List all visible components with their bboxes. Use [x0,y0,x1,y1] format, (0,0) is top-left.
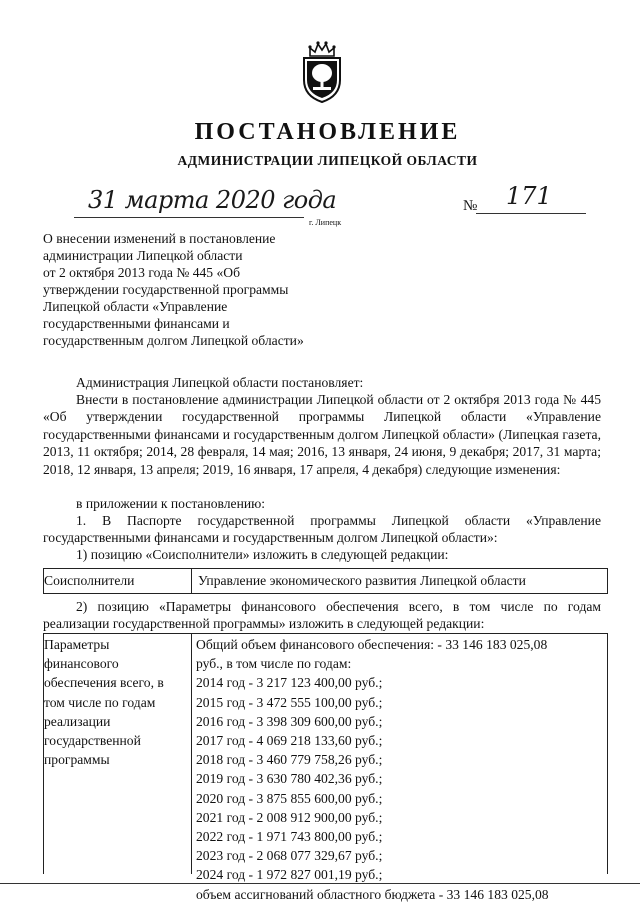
about-line: утверждении государственной программы [43,282,289,297]
year-row: 2014 год - 3 217 123 400,00 руб.; [196,675,383,691]
paragraph-amendments: Внести в постановление администрации Липецкой области от 2 октября 2013 года № 445 «Об утверждении государственной программы Липецкой области «Управление государственными финансами и государственным долгом Липецкой области» (Липецкая газета, 2013, 11 октября; 2014, 28 февраля, 14 мая; 2016, 13 января, 24 июня, 9 декабря; 2017, 31 марта; 2018, 12 января, 13 апреля; 2019, 16 января, 17 апреля, 4 декабря) следующие изменения: [43,392,601,477]
paragraph-financing: 2) позицию «Параметры финансового обеспечения всего, в том числе по годам реализации государственной программы» изложить в следующей редакции: [43,599,601,632]
financing-values [196,635,601,904]
financing-table [43,633,608,902]
year-row: 2022 год - 1 971 743 800,00 руб.; [196,829,383,845]
financing-label-line: реализации [44,713,111,729]
coexecutors-table [43,568,608,594]
year-row: 2021 год - 2 008 912 900,00 руб.; [196,809,383,825]
year-row: 2023 год - 2 068 077 329,67 руб.; [196,848,383,864]
city-label: г. Липецк [309,218,342,227]
number-underline [476,213,586,214]
date-underline [74,217,304,218]
year-row: 2020 год - 3 875 855 600,00 руб.; [196,790,383,806]
financing-label-line: том числе по годам [44,694,156,710]
page-bottom-rule [0,883,640,884]
paragraph-coexecutors: 1) позицию «Соисполнители» изложить в следующей редакции: [76,547,449,562]
about-line: администрации Липецкой области [43,248,243,263]
document-title: ПОСТАНОВЛЕНИЕ [194,119,461,145]
total-financing-cont: руб., в том числе по годам: [196,656,352,672]
year-row: 2018 год - 3 460 779 758,26 руб.; [196,752,383,768]
financing-label-line: финансового [44,656,119,672]
financing-label-line: Параметры [44,637,110,652]
financing-label-line: обеспечения всего, в [44,675,164,691]
number-label: № [463,198,478,214]
financing-label-line: программы [44,752,110,768]
budget-allocation: объем ассигнований областного бюджета - 33 146 183 025,08 [196,886,549,902]
financing-label-line: государственной [44,733,141,749]
financing-label [44,635,191,769]
year-row: 2019 год - 3 630 780 402,36 руб.; [196,771,383,787]
date-handwritten: 31 марта 2020 года [88,186,337,214]
paragraph-resolves: Администрация Липецкой области постановляет: [76,375,364,390]
about-line: О внесении изменений в постановление [43,231,276,246]
coexecutors-value: Управление экономического развития Липецкой области [198,573,526,588]
year-row: 2024 год - 1 972 827 001,19 руб.; [196,867,383,883]
year-row: 2017 год - 4 069 218 133,60 руб.; [196,733,383,749]
about-line: государственными финансами и [43,316,230,331]
paragraph-annex: в приложении к постановлению: [76,496,266,511]
table-divider [191,634,192,874]
document-subtitle: АДМИНИСТРАЦИИ ЛИПЕЦКОЙ ОБЛАСТИ [177,153,478,168]
paragraph-passport: 1. В Паспорте государственной программы Липецкой области «Управление государственными финансами и государственным долгом Липецкой области»: [43,513,601,546]
year-row: 2015 год - 3 472 555 100,00 руб.; [196,694,383,710]
coexecutors-label: Соисполнители [44,569,192,593]
lipetsk-region-coat-of-arms-icon [296,40,348,104]
year-row: 2016 год - 3 398 309 600,00 руб.; [196,713,383,729]
total-financing: Общий объем финансового обеспечения: - 33 146 183 025,08 [196,637,548,652]
about-line: от 2 октября 2013 года № 445 «Об [43,265,241,280]
about-line: государственным долгом Липецкой области» [43,333,304,348]
about-line: Липецкой области «Управление [43,299,228,314]
about-block [43,230,304,349]
number-handwritten: 171 [506,182,552,210]
